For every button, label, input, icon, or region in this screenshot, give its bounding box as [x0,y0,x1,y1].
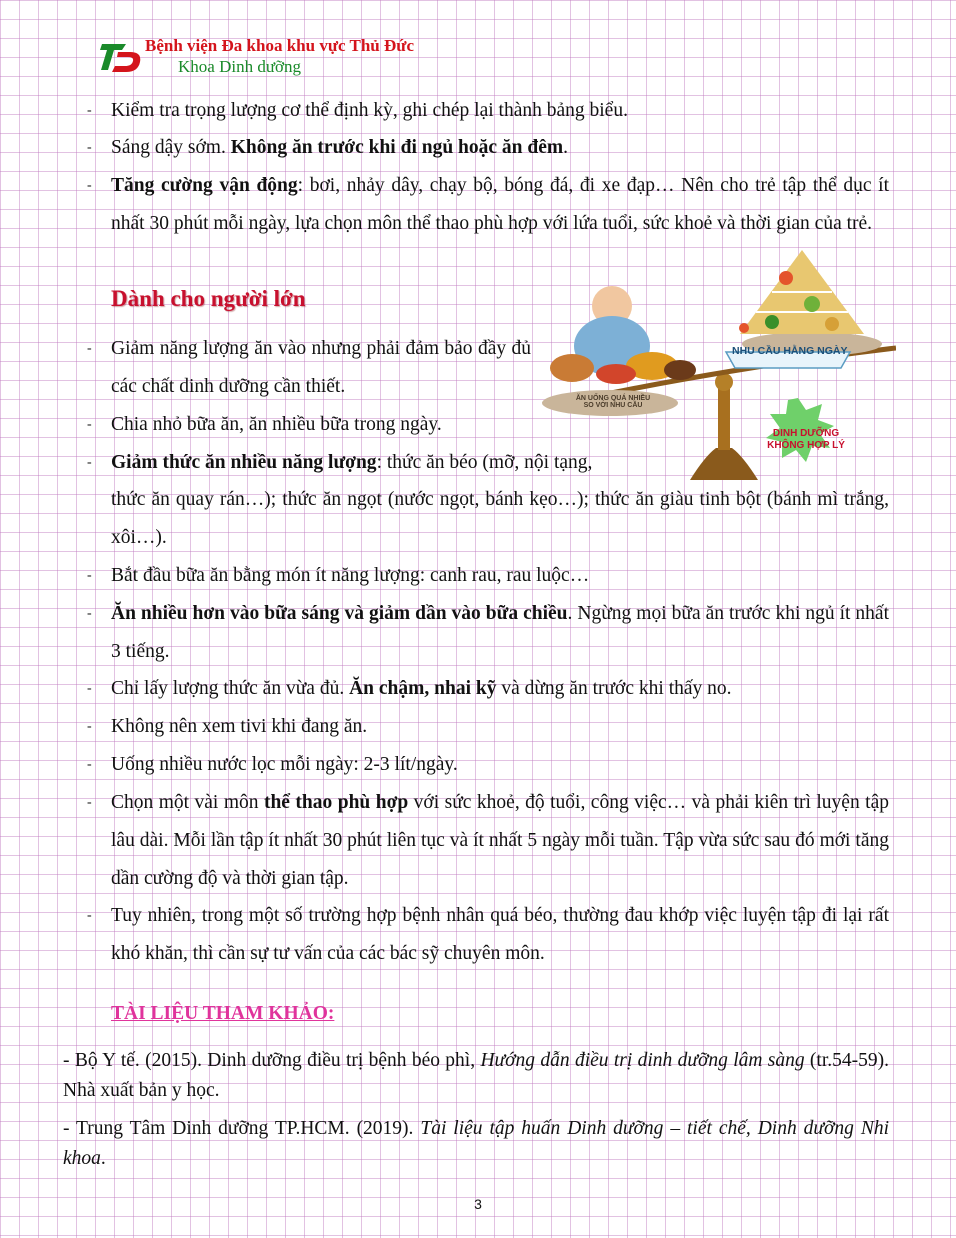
reference-entry: - Bộ Y tế. (2015). Dinh dưỡng điều trị bệnh béo phì, Hướng dẫn điều trị dinh dưỡng lâm sàng (tr.54-59). Nhà xuất bản y học. [63,1050,889,1101]
references-heading: TÀI LIỆU THAM KHẢO: [111,1003,335,1024]
reference-entry: - Trung Tâm Dinh dưỡng TP.HCM. (2019). Tài liệu tập huấn Dinh dưỡng – tiết chế, Dinh dưỡng Nhi khoa. [63,1118,890,1169]
label-daily-need: NHU CẦU HẰNG NGÀY [732,345,848,357]
list-item: - Chọn một vài môn thể thao phù hợp với sức khoẻ, độ tuổi, công việc… và phải kiên trì luyện tập lâu dài. Mỗi lần tập ít nhất 30 phút liên tục và ít nhất 5 ngày mỗi tuần. Tập vừa sức sau đó mới tăng dần cường độ và thời gian tập. [111,784,889,898]
list-item: - Uống nhiều nước lọc mỗi ngày: 2-3 lít/ngày. [111,746,889,784]
label-bad-nutrition: DINH DƯỠNG KHÔNG HỢP LÝ [767,428,845,451]
list-item: - Tăng cường vận động: bơi, nhảy dây, chạy bộ, bóng đá, đi xe đạp… Nên cho trẻ tập thể dục ít nhất 30 phút mỗi ngày, lựa chọn môn thể thao phù hợp với lứa tuổi, sức khoẻ và thời gian của trẻ. [111,167,889,243]
list-item: - Sáng dậy sớm. Không ăn trước khi đi ngủ hoặc ăn đêm. [111,129,889,167]
hospital-logo-icon [100,40,142,74]
list-item: - Chia nhỏ bữa ăn, ăn nhiều bữa trong ngày. [111,406,889,444]
list-item: - Tuy nhiên, trong một số trường hợp bệnh nhân quá béo, thường đau khớp việc luyện tập đi lại rất khó khăn, thì cần sự tư vấn của các bác sỹ chuyên môn. [111,897,889,973]
hospital-name: Bệnh viện Đa khoa khu vực Thủ Đức [145,36,415,55]
section-title-adults: Dành cho người lớn [111,286,306,311]
list-item: - Kiểm tra trọng lượng cơ thể định kỳ, ghi chép lại thành bảng biểu. [111,92,889,130]
label-overeating: ĂN UỐNG QUÁ NHIỀU SO VỚI NHU CẦU [575,395,651,409]
department-name: Khoa Dinh dưỡng [178,57,302,76]
list-item: - Chỉ lấy lượng thức ăn vừa đủ. Ăn chậm, nhai kỹ và dừng ăn trước khi thấy no. [111,670,889,708]
nutrition-balance-illustration [540,248,896,480]
list-item: - Ăn nhiều hơn vào bữa sáng và giảm dần vào bữa chiều. Ngừng mọi bữa ăn trước khi ngủ ít nhất 3 tiếng. [111,595,889,671]
list-item: - Giảm thức ăn nhiều năng lượng: thức ăn béo (mỡ, nội tạng, [111,444,889,482]
list-item: - Giảm năng lượng ăn vào nhưng phải đảm bảo đầy đủ các chất dinh dưỡng cần thiết. [111,330,531,406]
list-item-continuation: thức ăn quay rán…); thức ăn ngọt (nước ngọt, bánh kẹo…); thức ăn giàu tinh bột (bánh mì trắng, xôi…). [111,489,889,548]
list-item: - Không nên xem tivi khi đang ăn. [111,708,889,746]
page-number: 3 [474,1196,482,1212]
list-item: - Bắt đầu bữa ăn bằng món ít năng lượng: canh rau, rau luộc… [111,557,889,595]
